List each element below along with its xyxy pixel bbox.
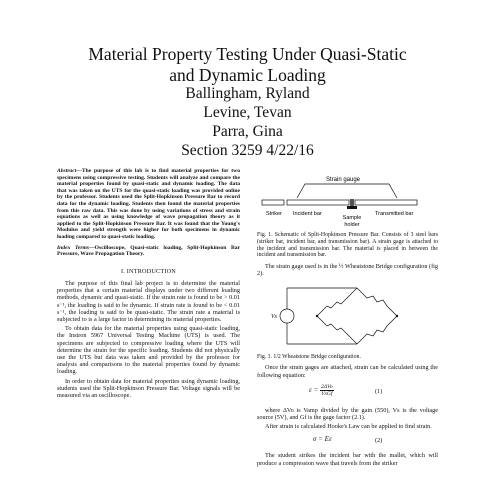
left-column bbox=[57, 168, 240, 488]
node-right bbox=[396, 314, 398, 316]
equation-1-body bbox=[309, 384, 334, 397]
abstract-lead: Abstract bbox=[57, 168, 77, 174]
equation-2-body: σ = Eε bbox=[313, 435, 332, 444]
transmitted-bar bbox=[355, 200, 417, 205]
sample-holder bbox=[347, 206, 357, 209]
label-striker: Striker bbox=[266, 211, 282, 217]
author-line3: Parra, Gina bbox=[212, 123, 283, 140]
intro-heading: I. INTRODUCTION bbox=[121, 267, 176, 275]
label-strain-gauge: Strain gauge bbox=[325, 177, 361, 183]
label-transmitted-bar: Transmitted bar bbox=[375, 211, 414, 217]
abstract-text: —The purpose of this lab is to find material properties for two specimens using compressive testing. Students will analyze and compare the material properties found by quasi-static and dynamic loading. The data that was taken on the UTS for the quasi-static loading was provided online by the professor. Students used the Split-Hopkinson Pressure Bar to record data for the dynamic loading. Students then found the material properties from this raw data. This was done by using variations of stress and strain equations as well as using knowledge of wave propagation theory as it applied to the Split-Hopkinson Pressure Bar. It was found that the Young's Modulus and yield strength were higher for both specimens in dynamic loading compared to quasi-static loading. bbox=[57, 168, 240, 240]
label-incident-bar: Incident bar bbox=[293, 211, 322, 217]
bridge-arm-top-left bbox=[317, 288, 357, 316]
equation-1-denominator: VsGf bbox=[321, 390, 333, 397]
right-paragraph-3: where ΔVo is Vamp divided by the gain (550), Vs is the voltage source (5V), and Gf is the gage factor (2.1). bbox=[257, 406, 438, 421]
author-line2: Levine, Tevan bbox=[203, 104, 292, 121]
index-terms bbox=[57, 245, 240, 258]
intro-paragraph-1: The purpose of this final lab project is to determine the material properties that a certain material displays under two different loading methods, dynamic and quasi-static. If the strain rate is found to be > 0.01 s⁻¹, the loading is said to be dynamic. If strain rate is found to be < 0.01 s⁻¹, the loading is said to be quasi-static. The strain rate a material is subjected to is a large factor in determining its material properties. bbox=[57, 279, 240, 323]
index-terms-lead: Index Terms bbox=[57, 244, 90, 251]
equation-1-numerator: 2ΔVo bbox=[320, 383, 333, 390]
figure-1-caption: Fig. 1. Schematic of Split-Hopkinson Pressure Bar. Consists of 3 steel bars (striker bar, incident bar, and transmission bar). A strain gage is attached to the incident and transmission bar. The material is placed in between the incident and transmission bar. bbox=[257, 232, 438, 259]
figure-2-wheatstone-bridge bbox=[257, 280, 438, 352]
right-paragraph-1: The strain gage used is in the ½ Wheatstone Bridge configuration (fig 2). bbox=[257, 263, 438, 278]
bridge-arm-bottom-right bbox=[357, 316, 397, 344]
paper-title-line2: and Dynamic Loading bbox=[169, 65, 326, 85]
paper-title-line1: Material Property Testing Under Quasi-Static bbox=[88, 44, 407, 64]
incident-bar bbox=[287, 200, 349, 205]
intro-paragraph-2: To obtain data for the material properties using quasi-static loading, the Instron 5967 Universal Testing Machine (UTS) is used. The specimens are subjected to compressive loading where the UTS will determine the strain for the specific loading. Students did not physically use the UTS but data was taken and provided by the professor for analysis and comparisons to the material properties found by dynamic loading. bbox=[57, 325, 240, 376]
voltage-source-icon bbox=[280, 309, 294, 323]
equation-1-lhs: ε = bbox=[309, 385, 319, 394]
right-column bbox=[257, 168, 438, 488]
label-holder: holder bbox=[344, 222, 360, 228]
index-terms-text: —Oscilloscope, Quasi-static loading, Split-Hopkinson Bar Pressure, Wave Propagation Theory. bbox=[57, 244, 240, 258]
equation-1-number: (1) bbox=[375, 387, 383, 395]
split-hopkinson-diagram bbox=[257, 168, 438, 230]
label-sample: Sample bbox=[342, 215, 362, 221]
strain-gauge-wire bbox=[297, 184, 397, 198]
equation-2-number: (2) bbox=[375, 437, 383, 445]
right-paragraph-2: Once the strain gages are attached, strain can be calculated using the following equation: bbox=[257, 364, 438, 379]
equation-1 bbox=[257, 382, 438, 404]
wheatstone-bridge-diagram bbox=[257, 280, 438, 352]
section-date-line: Section 3259 4/22/16 bbox=[181, 142, 314, 159]
bridge-arm-top-right bbox=[357, 288, 397, 316]
abstract bbox=[57, 168, 240, 241]
sample bbox=[350, 199, 354, 206]
label-vs: Vs bbox=[271, 313, 277, 320]
author-line1: Ballingham, Ryland bbox=[185, 85, 310, 102]
intro-paragraph-3: In order to obtain data for material properties using dynamic loading, students used the Split-Hopkinson Pressure Bar. Voltage signals will be measured via an oscilloscope. bbox=[57, 377, 240, 399]
equation-2 bbox=[257, 433, 438, 449]
right-paragraph-5: The student strikes the incident bar with the mallet, which will produce a compression wave that travels from the striker bbox=[257, 452, 438, 467]
figure-1-schematic bbox=[257, 168, 438, 230]
node-left bbox=[316, 314, 318, 316]
equation-1-fraction bbox=[320, 384, 334, 397]
right-paragraph-4: After strain is calculated Hooke's Law can be applied to find strain. bbox=[265, 423, 432, 431]
figure-2-caption: Fig. 1. 1/2 Wheatstone Bridge configuration. bbox=[257, 353, 361, 360]
striker-bar bbox=[262, 200, 284, 205]
bridge-arm-bottom-left bbox=[317, 316, 357, 344]
